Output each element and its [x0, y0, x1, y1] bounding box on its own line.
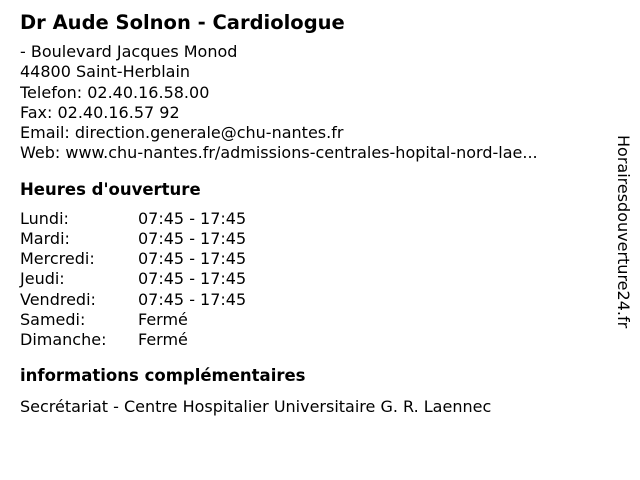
business-card — [20, 10, 600, 417]
hours-row — [20, 209, 600, 229]
hours-row — [20, 229, 600, 249]
hours-value: Fermé — [138, 309, 188, 329]
fax-text: Fax: 02.40.16.57 92 — [20, 102, 180, 122]
page-title: Dr Aude Solnon - Cardiologue — [20, 11, 345, 34]
hours-day: Mardi: — [20, 228, 70, 248]
hours-row — [20, 269, 600, 289]
hours-value: 07:45 - 17:45 — [138, 249, 247, 269]
hours-day: Mercredi: — [20, 249, 95, 269]
hours-value: 07:45 - 17:45 — [138, 208, 247, 228]
hours-day: Lundi: — [20, 208, 69, 228]
hours-day: Jeudi: — [20, 269, 65, 289]
hours-day: Vendredi: — [20, 289, 96, 309]
address-street: - Boulevard Jacques Monod — [20, 42, 238, 61]
hours-row — [20, 310, 600, 330]
hours-row — [20, 330, 600, 350]
hours-day: Samedi: — [20, 309, 86, 329]
web-text: Web: www.chu-nantes.fr/admissions-centrales-hopital-nord-lae... — [20, 143, 538, 163]
info-text: Secrétariat - Centre Hospitalier Universitaire G. R. Laennec — [20, 397, 492, 417]
address-city: 44800 Saint-Herblain — [20, 62, 191, 82]
phone-text: Telefon: 02.40.16.58.00 — [20, 82, 210, 102]
info-heading: informations complémentaires — [20, 366, 306, 386]
site-watermark: Horairesdouverture24.fr — [614, 135, 633, 329]
hours-value: Fermé — [138, 330, 188, 349]
hours-heading: Heures d'ouverture — [20, 179, 201, 199]
contact-block — [20, 42, 600, 164]
hours-list — [20, 209, 600, 350]
hours-day: Dimanche: — [20, 330, 107, 349]
hours-value: 07:45 - 17:45 — [138, 228, 247, 248]
email-text: Email: direction.generale@chu-nantes.fr — [20, 123, 344, 143]
hours-value: 07:45 - 17:45 — [138, 269, 247, 289]
hours-value: 07:45 - 17:45 — [138, 289, 247, 309]
hours-row — [20, 249, 600, 269]
hours-row — [20, 290, 600, 310]
